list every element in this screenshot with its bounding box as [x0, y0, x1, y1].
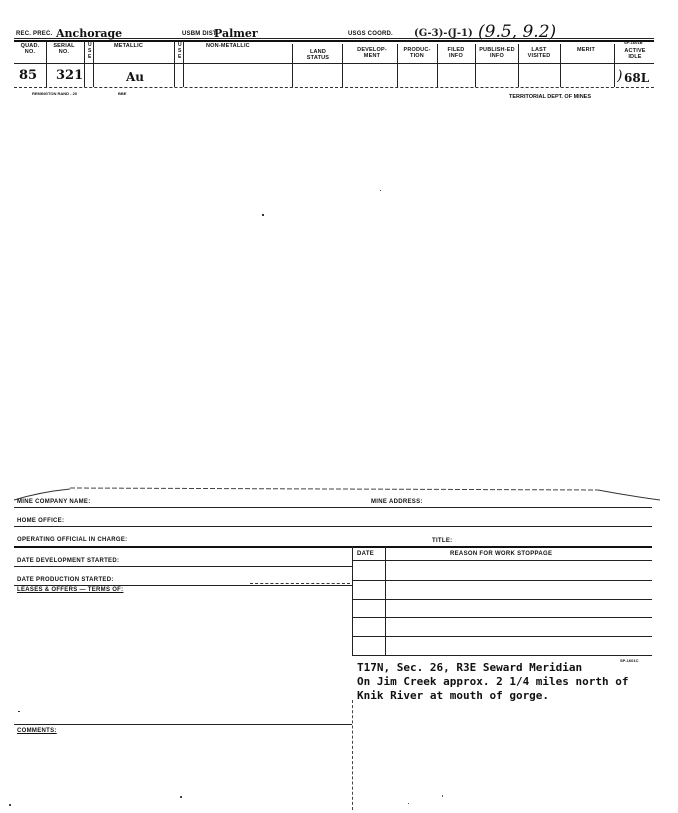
- col-land-status: LAND STATUS: [306, 49, 330, 61]
- speck: [262, 214, 264, 216]
- mine-company-name-label: MINE COMPANY NAME:: [17, 499, 91, 505]
- form-number-top: SP-1601B: [624, 40, 643, 45]
- footer-department: TERRITORIAL DEPT. OF MINES: [509, 94, 591, 100]
- row-rule-5b: [250, 583, 350, 584]
- vdiv-quad: [46, 41, 47, 87]
- stoppage-row-4: [352, 636, 652, 637]
- col-last-visited: LAST VISITED: [527, 47, 551, 59]
- form-number-bottom: SP-1601C: [620, 658, 639, 663]
- top-card-bottom-rule: [14, 87, 654, 88]
- col-development: DEVELOP-MENT: [357, 47, 387, 59]
- title-label: TITLE:: [432, 538, 453, 544]
- value-quad: 85: [19, 68, 38, 83]
- col-production: PRODUC-TION: [403, 47, 431, 59]
- speck: [380, 190, 381, 191]
- row-rule-1: [14, 507, 652, 508]
- footer-code: BBE: [118, 91, 127, 96]
- location-line-3: Knik River at mouth of gorge.: [357, 689, 550, 702]
- row-rule-3: [14, 546, 652, 548]
- col-header-rule: [14, 63, 654, 64]
- vdiv-serial: [84, 41, 85, 87]
- col-non-metallic: NON-METALLIC: [206, 43, 250, 49]
- row-rule-4: [14, 566, 352, 567]
- speck: [408, 803, 409, 804]
- leases-offers-label: LEASES & OFFERS — TERMS OF:: [17, 587, 124, 593]
- vdiv-pub: [518, 44, 519, 87]
- operating-official-label: OPERATING OFFICIAL IN CHARGE:: [17, 537, 128, 543]
- row-rule-2: [14, 526, 652, 527]
- usgs-coord-handwritten: (9.5, 9.2): [478, 22, 557, 42]
- stoppage-reason-header: REASON FOR WORK STOPPAGE: [450, 551, 553, 557]
- row-rule-5: [14, 585, 352, 586]
- vdiv-use2: [183, 41, 184, 87]
- vdiv-last: [560, 44, 561, 87]
- header-rule: [14, 38, 654, 39]
- col-serial-no: SERIAL NO.: [53, 43, 75, 55]
- rec-prec-value: Anchorage: [56, 27, 123, 40]
- col-use-2: U S E: [178, 42, 182, 60]
- comments-label: COMMENTS:: [17, 728, 57, 734]
- value-metallic: Au: [126, 70, 145, 84]
- usbm-dist-label: USBM DIST.: [182, 31, 219, 37]
- mine-address-label: MINE ADDRESS:: [371, 499, 423, 505]
- col-metallic: METALLIC: [114, 43, 143, 49]
- rec-prec-label: REC. PREC.: [16, 31, 53, 37]
- stoppage-date-header: DATE: [357, 551, 375, 557]
- card-edge: [0, 480, 678, 506]
- stoppage-date-divider: [385, 546, 386, 656]
- location-line-1: T17N, Sec. 26, R3E Seward Meridian: [357, 661, 583, 674]
- vdiv-dev: [397, 44, 398, 87]
- usbm-dist-value: Palmer: [214, 27, 258, 40]
- stoppage-row-5: [352, 655, 652, 656]
- vdiv-filed: [475, 44, 476, 87]
- speck: [180, 796, 182, 798]
- col-active-idle: ACTIVE IDLE: [624, 48, 646, 60]
- home-office-label: HOME OFFICE:: [17, 518, 65, 524]
- vdiv-metallic: [174, 41, 175, 87]
- stoppage-row-1: [352, 580, 652, 581]
- speck: [18, 711, 20, 712]
- value-serial: 321: [56, 68, 84, 83]
- stoppage-row-2: [352, 599, 652, 600]
- col-use-1: U S E: [88, 42, 92, 60]
- vdiv-prod: [437, 44, 438, 87]
- leases-bottom-rule: [14, 724, 352, 725]
- vdiv-merit: [614, 44, 615, 87]
- date-production-label: DATE PRODUCTION STARTED:: [17, 577, 114, 583]
- col-merit: MERIT: [576, 47, 596, 53]
- value-active-idle: 68L: [624, 71, 650, 85]
- usgs-coord-label: USGS COORD.: [348, 31, 393, 37]
- active-idle-checkmark: ): [617, 68, 623, 84]
- usgs-coord-typed: (G-3)-(J-1): [414, 28, 473, 39]
- speck: [9, 804, 11, 806]
- vdiv-use1: [93, 41, 94, 87]
- location-line-2: On Jim Creek approx. 2 1/4 miles north of: [357, 675, 629, 688]
- col-published-info: PUBLISH-ED INFO: [479, 47, 515, 59]
- speck: [442, 795, 443, 797]
- stoppage-left-border: [352, 546, 353, 656]
- col-quad-no: QUAD. NO.: [20, 43, 40, 55]
- header-rule-bold: [14, 40, 654, 42]
- stoppage-row-3: [352, 617, 652, 618]
- vdiv-land: [342, 44, 343, 87]
- date-development-label: DATE DEVELOPMENT STARTED:: [17, 558, 120, 564]
- footer-manufacturer: REMINGTON RAND - 20: [32, 91, 78, 96]
- col-filed-info: FILED INFO: [447, 47, 465, 59]
- right-column-edge: [352, 700, 353, 810]
- stoppage-header-rule: [352, 560, 652, 561]
- vdiv-nonmetal: [292, 44, 293, 87]
